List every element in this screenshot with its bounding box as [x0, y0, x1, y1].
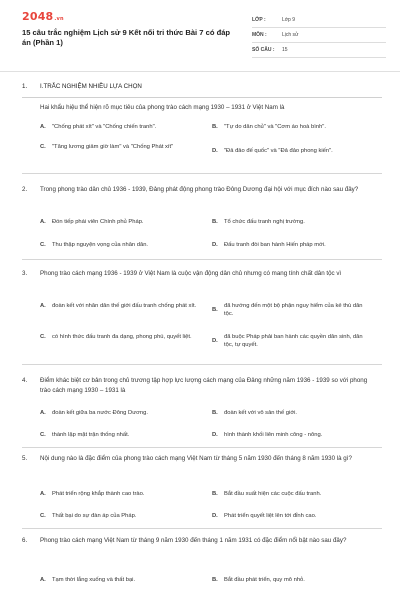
- option-letter: B.: [212, 219, 218, 225]
- option-a[interactable]: [40, 218, 200, 226]
- question-item: [22, 103, 382, 185]
- question-number: 4.: [22, 377, 28, 384]
- option-letter: B.: [212, 410, 218, 416]
- logo-brand: 2048: [22, 10, 54, 23]
- header-divider: [0, 71, 400, 72]
- question-item: [22, 536, 382, 600]
- option-text: "Tự do dân chủ" và "Cơm áo hoà bình".: [224, 124, 326, 130]
- question-item: [22, 376, 382, 456]
- meta-key: SỐ CÂU :: [252, 47, 275, 53]
- question-divider: [22, 173, 382, 174]
- section-divider: [22, 97, 382, 98]
- section-heading: [22, 83, 382, 93]
- question-body: Phong trào cách mạng Việt Nam từ tháng 9 năm 1930 đến tháng 1 năm 1931 có đặc điểm nổi bật nào sau đây?: [40, 537, 347, 544]
- option-text: đoàn kết với nhân dân thế giới đấu tranh chống phát xít.: [52, 303, 197, 309]
- option-letter: D.: [212, 432, 218, 438]
- option-a[interactable]: [40, 490, 200, 498]
- option-text: Tạm thời lắng xuống và thất bại.: [52, 577, 136, 583]
- option-letter: C.: [40, 242, 46, 248]
- option-a[interactable]: [40, 576, 200, 584]
- option-text: "Tăng lương giảm giờ làm" và "Chống Phát xít": [52, 144, 174, 150]
- option-d[interactable]: [212, 333, 372, 349]
- option-letter: C.: [40, 513, 46, 519]
- option-letter: A.: [40, 577, 46, 583]
- question-item: [22, 454, 382, 534]
- option-letter: B.: [212, 124, 218, 130]
- option-text: đoàn kết với vô sản thế giới.: [224, 410, 298, 416]
- option-text: có hình thức đấu tranh đa dạng, phong phú, quyết liệt.: [52, 334, 192, 340]
- option-letter: D.: [212, 513, 218, 519]
- question-body: Trong phong trào dân chủ 1936 - 1939, Đảng phát động phong trào Đông Dương đại hội với mục đích nào sau đây?: [40, 186, 359, 193]
- option-letter: D.: [212, 338, 218, 344]
- option-text: "Chống phát xít" và "Chống chiến tranh".: [52, 124, 157, 130]
- option-d[interactable]: [212, 147, 372, 155]
- option-letter: D.: [212, 242, 218, 248]
- question-number: 6.: [22, 537, 28, 544]
- section-number: 1.: [22, 83, 28, 90]
- option-text: đã hướng đến một bộ phận nguy hiểm của kẻ thù dân tộc.: [224, 303, 363, 317]
- option-letter: A.: [40, 124, 46, 130]
- meta-row-question-count: [252, 43, 386, 58]
- option-d[interactable]: [212, 431, 372, 439]
- option-text: đã buộc Pháp phải ban hành các quyền dân sinh, dân tộc, tự quyết.: [224, 334, 363, 348]
- option-text: đoàn kết giữa ba nước Đông Dương.: [52, 410, 148, 416]
- question-body: Điểm khác biệt cơ bản trong chủ trương tập hợp lực lượng cách mạng của Đảng những năm 1936 - 1939 so với phong trào cách mạng 1930 – 1931 là: [40, 377, 368, 394]
- meta-key: LỚP :: [252, 17, 266, 23]
- option-letter: D.: [212, 148, 218, 154]
- option-text: Đón tiếp phái viên Chính phủ Pháp.: [52, 219, 144, 225]
- option-text: thành lập mặt trận thống nhất.: [52, 432, 130, 438]
- question-body: Phong trào cách mạng 1936 - 1939 ở Việt Nam là cuộc vận động dân chủ nhưng có mang tính chất dân tộc vì: [40, 270, 342, 277]
- meta-value: Lịch sử: [282, 32, 299, 38]
- question-divider: [22, 447, 382, 448]
- option-text: Tổ chức đấu tranh nghị trường.: [224, 219, 305, 225]
- option-d[interactable]: [212, 512, 372, 520]
- meta-value: 15: [282, 47, 288, 53]
- meta-key: MÔN :: [252, 32, 267, 38]
- option-a[interactable]: [40, 123, 200, 131]
- document-title: 15 câu trắc nghiệm Lịch sử 9 Kết nối tri thức Bài 7 có đáp án (Phần 1): [22, 28, 231, 47]
- option-text: Thất bại do sự đàn áp của Pháp.: [52, 513, 137, 519]
- option-b[interactable]: [212, 409, 372, 417]
- option-text: Bắt đầu phát triển, quy mô nhỏ.: [224, 577, 305, 583]
- option-b[interactable]: [212, 302, 372, 318]
- question-divider: [22, 259, 382, 260]
- question-number: 2.: [22, 186, 28, 193]
- option-text: Phát triển quyết liệt lên tới đỉnh cao.: [224, 513, 317, 519]
- question-number: 5.: [22, 455, 28, 462]
- option-text: Bắt đầu xuất hiện các cuộc đấu tranh.: [224, 491, 322, 497]
- meta-row-subject: [252, 28, 386, 43]
- option-b[interactable]: [212, 218, 372, 226]
- option-letter: A.: [40, 410, 46, 416]
- question-body: Hai khẩu hiệu thể hiện rõ mục tiêu của phong trào cách mạng 1930 – 1931 ở Việt Nam là: [40, 104, 285, 111]
- option-c[interactable]: [40, 431, 200, 439]
- meta-value: Lớp 9: [282, 17, 296, 23]
- option-letter: A.: [40, 491, 46, 497]
- option-text: Phát triển rộng khắp thành cao trào.: [52, 491, 145, 497]
- question-item: [22, 185, 382, 269]
- option-c[interactable]: [40, 512, 200, 520]
- option-letter: B.: [212, 577, 218, 583]
- option-letter: C.: [40, 144, 46, 150]
- question-item: [22, 269, 382, 379]
- option-letter: B.: [212, 307, 218, 313]
- meta-info-table: [252, 13, 386, 58]
- option-text: Thu thập nguyện vọng của nhân dân.: [52, 242, 149, 248]
- option-b[interactable]: [212, 490, 372, 498]
- option-letter: C.: [40, 432, 46, 438]
- option-letter: C.: [40, 334, 46, 340]
- option-text: Đấu tranh đòi ban hành Hiến pháp mới.: [224, 242, 326, 248]
- option-b[interactable]: [212, 576, 372, 584]
- option-b[interactable]: [212, 123, 372, 131]
- option-letter: A.: [40, 303, 46, 309]
- option-a[interactable]: [40, 302, 200, 310]
- option-letter: A.: [40, 219, 46, 225]
- option-letter: B.: [212, 491, 218, 497]
- option-d[interactable]: [212, 241, 372, 249]
- option-c[interactable]: [40, 143, 200, 151]
- section-title: I.TRẮC NGHIỆM NHIỀU LỰA CHỌN: [40, 83, 142, 90]
- option-text: "Đả đảo đế quốc" và "Đả đảo phong kiến".: [224, 148, 333, 154]
- meta-row-grade: [252, 13, 386, 28]
- option-c[interactable]: [40, 241, 200, 249]
- option-a[interactable]: [40, 409, 200, 417]
- question-divider: [22, 364, 382, 365]
- question-body: Nội dung nào là đặc điểm của phong trào cách mạng Việt Nam từ tháng 5 năm 1930 đến tháng 8 năm 1930 là gì?: [40, 455, 352, 462]
- option-text: hình thành khối liên minh công - nông.: [224, 432, 323, 438]
- question-number: 3.: [22, 270, 28, 277]
- option-c[interactable]: [40, 333, 200, 341]
- logo-tld: .vn: [54, 16, 64, 22]
- question-divider: [22, 528, 382, 529]
